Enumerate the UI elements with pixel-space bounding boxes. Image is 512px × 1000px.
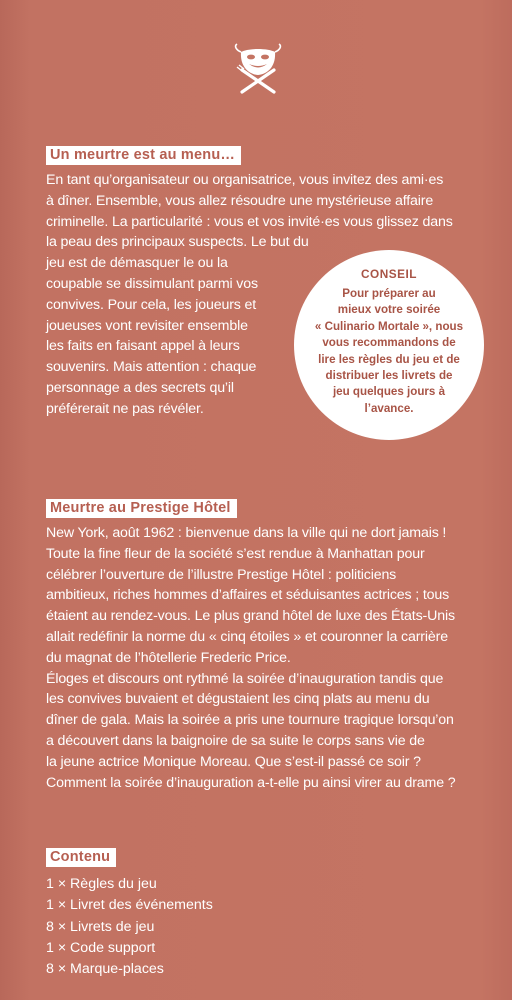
intro-line: criminelle. La particularité : vous et vos invité·es vous glissez dans — [46, 213, 453, 230]
story-line: les convives buvaient et dégustaient les cinq plats au menu du — [46, 691, 430, 708]
intro-line: préférerait ne pas révéler. — [46, 400, 204, 417]
theatre-mask-fork-knife-icon — [228, 40, 288, 96]
contents-item: 1 × Règles du jeu — [46, 876, 157, 892]
intro-line: personnage a des secrets qu’il — [46, 379, 234, 396]
conseil-line: lire les règles du jeu et de — [318, 352, 460, 366]
intro-line: les faits en faisant appel à leurs — [46, 338, 240, 355]
conseil-line: vous recommandons de — [322, 336, 456, 350]
story-line: New York, août 1962 : bienvenue dans la ville qui ne dort jamais ! — [46, 525, 447, 541]
intro-line: joueuses vont revisiter ensemble — [46, 317, 248, 334]
intro-line: jeu est de démasquer le ou la — [46, 255, 228, 272]
conseil-line: mieux votre soirée — [337, 303, 441, 317]
intro-line: à dîner. Ensemble, vous allez résoudre une mystérieuse affaire — [46, 192, 434, 209]
story-line: ambitieux, riches hommes d’affaires et séduisantes actrices ; tous — [46, 587, 450, 604]
story-paragraph — [46, 523, 455, 793]
contents-item: 8 × Marque-places — [46, 961, 164, 978]
contents-item: 1 × Code support — [46, 939, 156, 956]
conseil-line: Pour préparer au — [342, 287, 436, 300]
intro-line: En tant qu’organisateur ou organisatrice, vous invitez des ami·es — [46, 172, 444, 188]
conseil-callout — [294, 250, 484, 440]
intro-line: souvenirs. Mais attention : chaque — [46, 359, 257, 376]
story-heading: Meurtre au Prestige Hôtel — [46, 499, 237, 518]
contents-item: 1 × Livret des événements — [46, 897, 213, 914]
story-line: Éloges et discours ont rythmé la soirée d’inauguration tandis que — [46, 670, 444, 687]
intro-line: coupable se dissimulant parmi vos — [46, 275, 258, 292]
story-line: la jeune actrice Monique Moreau. Que s’est-il passé ce soir ? — [46, 753, 421, 770]
story-line: dîner de gala. Mais la soirée a pris une tournure tragique lorsqu’on — [46, 712, 454, 729]
story-line: a découvert dans la baignoire de sa suite le corps sans vie de — [46, 732, 425, 749]
conseil-line: jeu quelques jours à — [332, 385, 446, 399]
intro-heading: Un meurtre est au menu… — [46, 146, 241, 165]
contents-heading: Contenu — [46, 848, 116, 867]
conseil-text — [294, 286, 484, 417]
story-line: étaient au rendez-vous. Le plus grand hôtel de luxe des États-Unis — [46, 608, 455, 625]
story-line: Toute la fine fleur de la société s’est rendue à Manhattan pour — [46, 545, 425, 562]
conseil-line: l’avance. — [364, 401, 414, 415]
story-line: Comment la soirée d’inauguration a-t-elle pu ainsi virer au drame ? — [46, 774, 456, 791]
intro-line: la peau des principaux suspects. Le but du — [46, 234, 309, 251]
conseil-title: CONSEIL — [361, 267, 417, 281]
contents-list — [46, 874, 213, 980]
story-line: du magnat de l’hôtellerie Frederic Price. — [46, 649, 291, 666]
contents-item: 8 × Livrets de jeu — [46, 918, 155, 935]
story-line: célébrer l’ouverture de l’illustre Prestige Hôtel : politiciens — [46, 566, 397, 583]
conseil-line: « Culinario Mortale », nous — [314, 319, 464, 333]
intro-line: convives. Pour cela, les joueurs et — [46, 296, 257, 313]
story-line: allait redéfinir la norme du « cinq étoiles » et couronner la carrière — [46, 628, 448, 645]
conseil-line: distribuer les livrets de — [325, 368, 453, 382]
